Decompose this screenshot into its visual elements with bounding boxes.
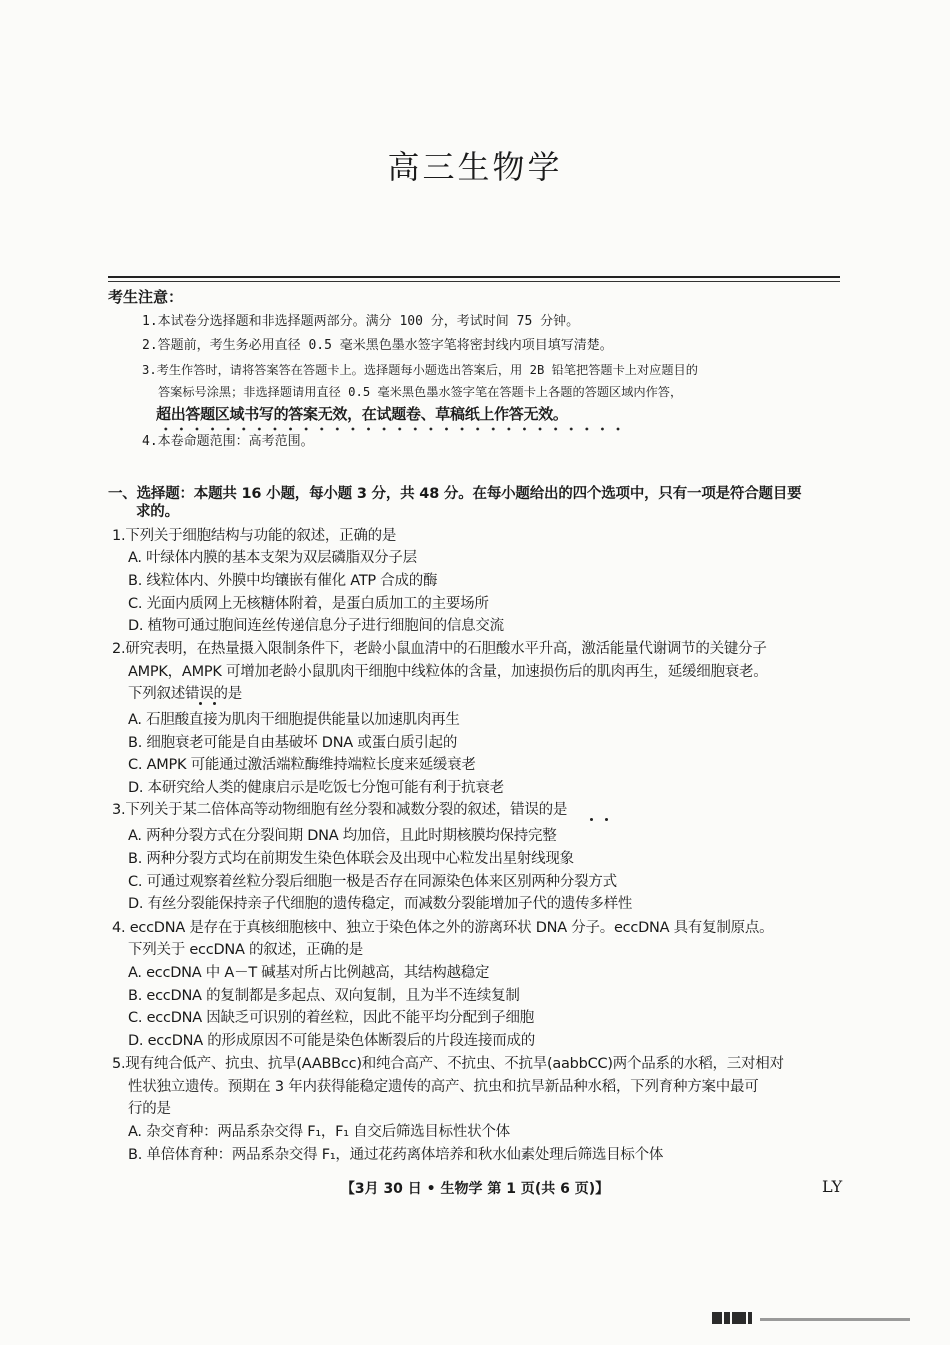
paper-code: LY xyxy=(822,1177,843,1196)
question-5-option-b: B. 单倍体育种：两品系杂交得 F₁，通过花药离体培养和秋水仙素处理后筛选目标个体 xyxy=(128,1147,664,1163)
emphasis-dot xyxy=(199,702,202,705)
title-rule-thin xyxy=(108,281,840,282)
notice-heading: 考生注意： xyxy=(108,288,184,306)
question-5-stem: 5.现有纯合低产、抗虫、抗旱(AABBcc)和纯合高产、不抗虫、不抗旱(aabbCC)两个品系的水稻，三对相对 xyxy=(112,1056,784,1072)
question-5-stem-prompt: 行的是 xyxy=(128,1101,171,1117)
question-2-stem: 2.研究表明，在热量摄入限制条件下，老龄小鼠血清中的石胆酸水平升高，激活能量代谢调节的关键分子 xyxy=(112,641,767,657)
question-1-option-c: C. 光面内质网上无核糖体附着，是蛋白质加工的主要场所 xyxy=(128,596,489,612)
question-2-option-c: C. AMPK 可能通过激活端粒酶维持端粒长度来延缓衰老 xyxy=(128,757,476,773)
question-3-option-a: A. 两种分裂方式在分裂间期 DNA 均加倍，且此时期核膜均保持完整 xyxy=(128,828,557,844)
notice-item-4: 4.本卷命题范围：高考范围。 xyxy=(142,434,314,449)
emphasis-dot xyxy=(590,818,593,821)
question-4-option-b: B. eccDNA 的复制都是多起点、双向复制，且为半不连续复制 xyxy=(128,988,520,1004)
question-4-stem: 4. eccDNA 是存在于真核细胞核中、独立于染色体之外的游离环状 DNA 分子。eccDNA 具有复制原点。 xyxy=(112,920,774,936)
question-1-option-a: A. 叶绿体内膜的基本支架为双层磷脂双分子层 xyxy=(128,550,417,566)
notice-item-3: 3.考生作答时，请将答案答在答题卡上。选择题每小题选出答案后，用 2B 铅笔把答题卡上对应题目的 xyxy=(142,363,698,377)
emphasis-dot xyxy=(605,818,608,821)
question-1-option-b: B. 线粒体内、外膜中均镶嵌有催化 ATP 合成的酶 xyxy=(128,573,438,589)
question-2-stem-cont: AMPK，AMPK 可增加老龄小鼠肌肉干细胞中线粒体的含量，加速损伤后的肌肉再生，延缓细胞衰老。 xyxy=(128,664,768,680)
notice-item-3-cont: 答案标号涂黑；非选择题请用直径 0.5 毫米黑色墨水签字笔在答题卡上各题的答题区域内作答， xyxy=(158,385,683,399)
title-rule-thick xyxy=(108,276,840,278)
notice-item-2: 2.答题前，考生务必用直径 0.5 毫米黑色墨水签字笔将密封线内项目填写清楚。 xyxy=(142,338,613,353)
emphasis-dot xyxy=(213,702,216,705)
question-5-stem-cont: 性状独立遗传。预期在 3 年内获得能稳定遗传的高产、抗虫和抗旱新品种水稻，下列育种方案中最可 xyxy=(128,1079,759,1095)
corner-watermark-mark xyxy=(712,1312,922,1326)
section-heading: 一、选择题：本题共 16 小题，每小题 3 分，共 48 分。在每小题给出的四个选项中，只有一项是符合题目要 xyxy=(108,486,802,502)
question-3-option-c: C. 可通过观察着丝粒分裂后细胞一极是否存在同源染色体来区别两种分裂方式 xyxy=(128,874,617,890)
section-heading-cont: 求的。 xyxy=(136,504,179,520)
page-title: 高三生物学 xyxy=(387,148,563,186)
question-2-option-a: A. 石胆酸直接为肌肉干细胞提供能量以加速肌肉再生 xyxy=(128,712,460,728)
question-4-option-d: D. eccDNA 的形成原因不可能是染色体断裂后的片段连接而成的 xyxy=(128,1033,536,1049)
question-2-option-d: D. 本研究给人类的健康启示是吃饭七分饱可能有利于抗衰老 xyxy=(128,780,504,796)
question-5-option-a: A. 杂交育种：两品系杂交得 F₁，F₁ 自交后筛选目标性状个体 xyxy=(128,1124,510,1140)
question-3-option-b: B. 两种分裂方式均在前期发生染色体联会及出现中心粒发出星射线现象 xyxy=(128,851,574,867)
question-4-option-a: A. eccDNA 中 A－T 碱基对所占比例越高，其结构越稳定 xyxy=(128,965,490,981)
notice-emphasis: 超出答题区域书写的答案无效，在试题卷、草稿纸上作答无效。 xyxy=(156,405,568,423)
question-2-option-b: B. 细胞衰老可能是自由基破坏 DNA 或蛋白质引起的 xyxy=(128,735,458,751)
question-3-option-d: D. 有丝分裂能保持亲子代细胞的遗传稳定，而减数分裂能增加子代的遗传多样性 xyxy=(128,896,633,912)
question-4-option-c: C. eccDNA 因缺乏可识别的着丝粒，因此不能平均分配到子细胞 xyxy=(128,1010,534,1026)
notice-item-1: 1.本试卷分选择题和非选择题两部分。满分 100 分，考试时间 75 分钟。 xyxy=(142,314,580,329)
page-footer: 【3月 30 日 • 生物学 第 1 页(共 6 页)】 xyxy=(340,1181,610,1197)
question-4-stem-cont: 下列关于 eccDNA 的叙述，正确的是 xyxy=(128,942,364,958)
question-1-stem: 1.下列关于细胞结构与功能的叙述，正确的是 xyxy=(112,528,397,544)
question-1-option-d: D. 植物可通过胞间连丝传递信息分子进行细胞间的信息交流 xyxy=(128,618,504,634)
question-3-stem: 3.下列关于某二倍体高等动物细胞有丝分裂和减数分裂的叙述，错误的是 xyxy=(112,802,568,818)
question-2-stem-prompt: 下列叙述错误的是 xyxy=(128,686,242,702)
